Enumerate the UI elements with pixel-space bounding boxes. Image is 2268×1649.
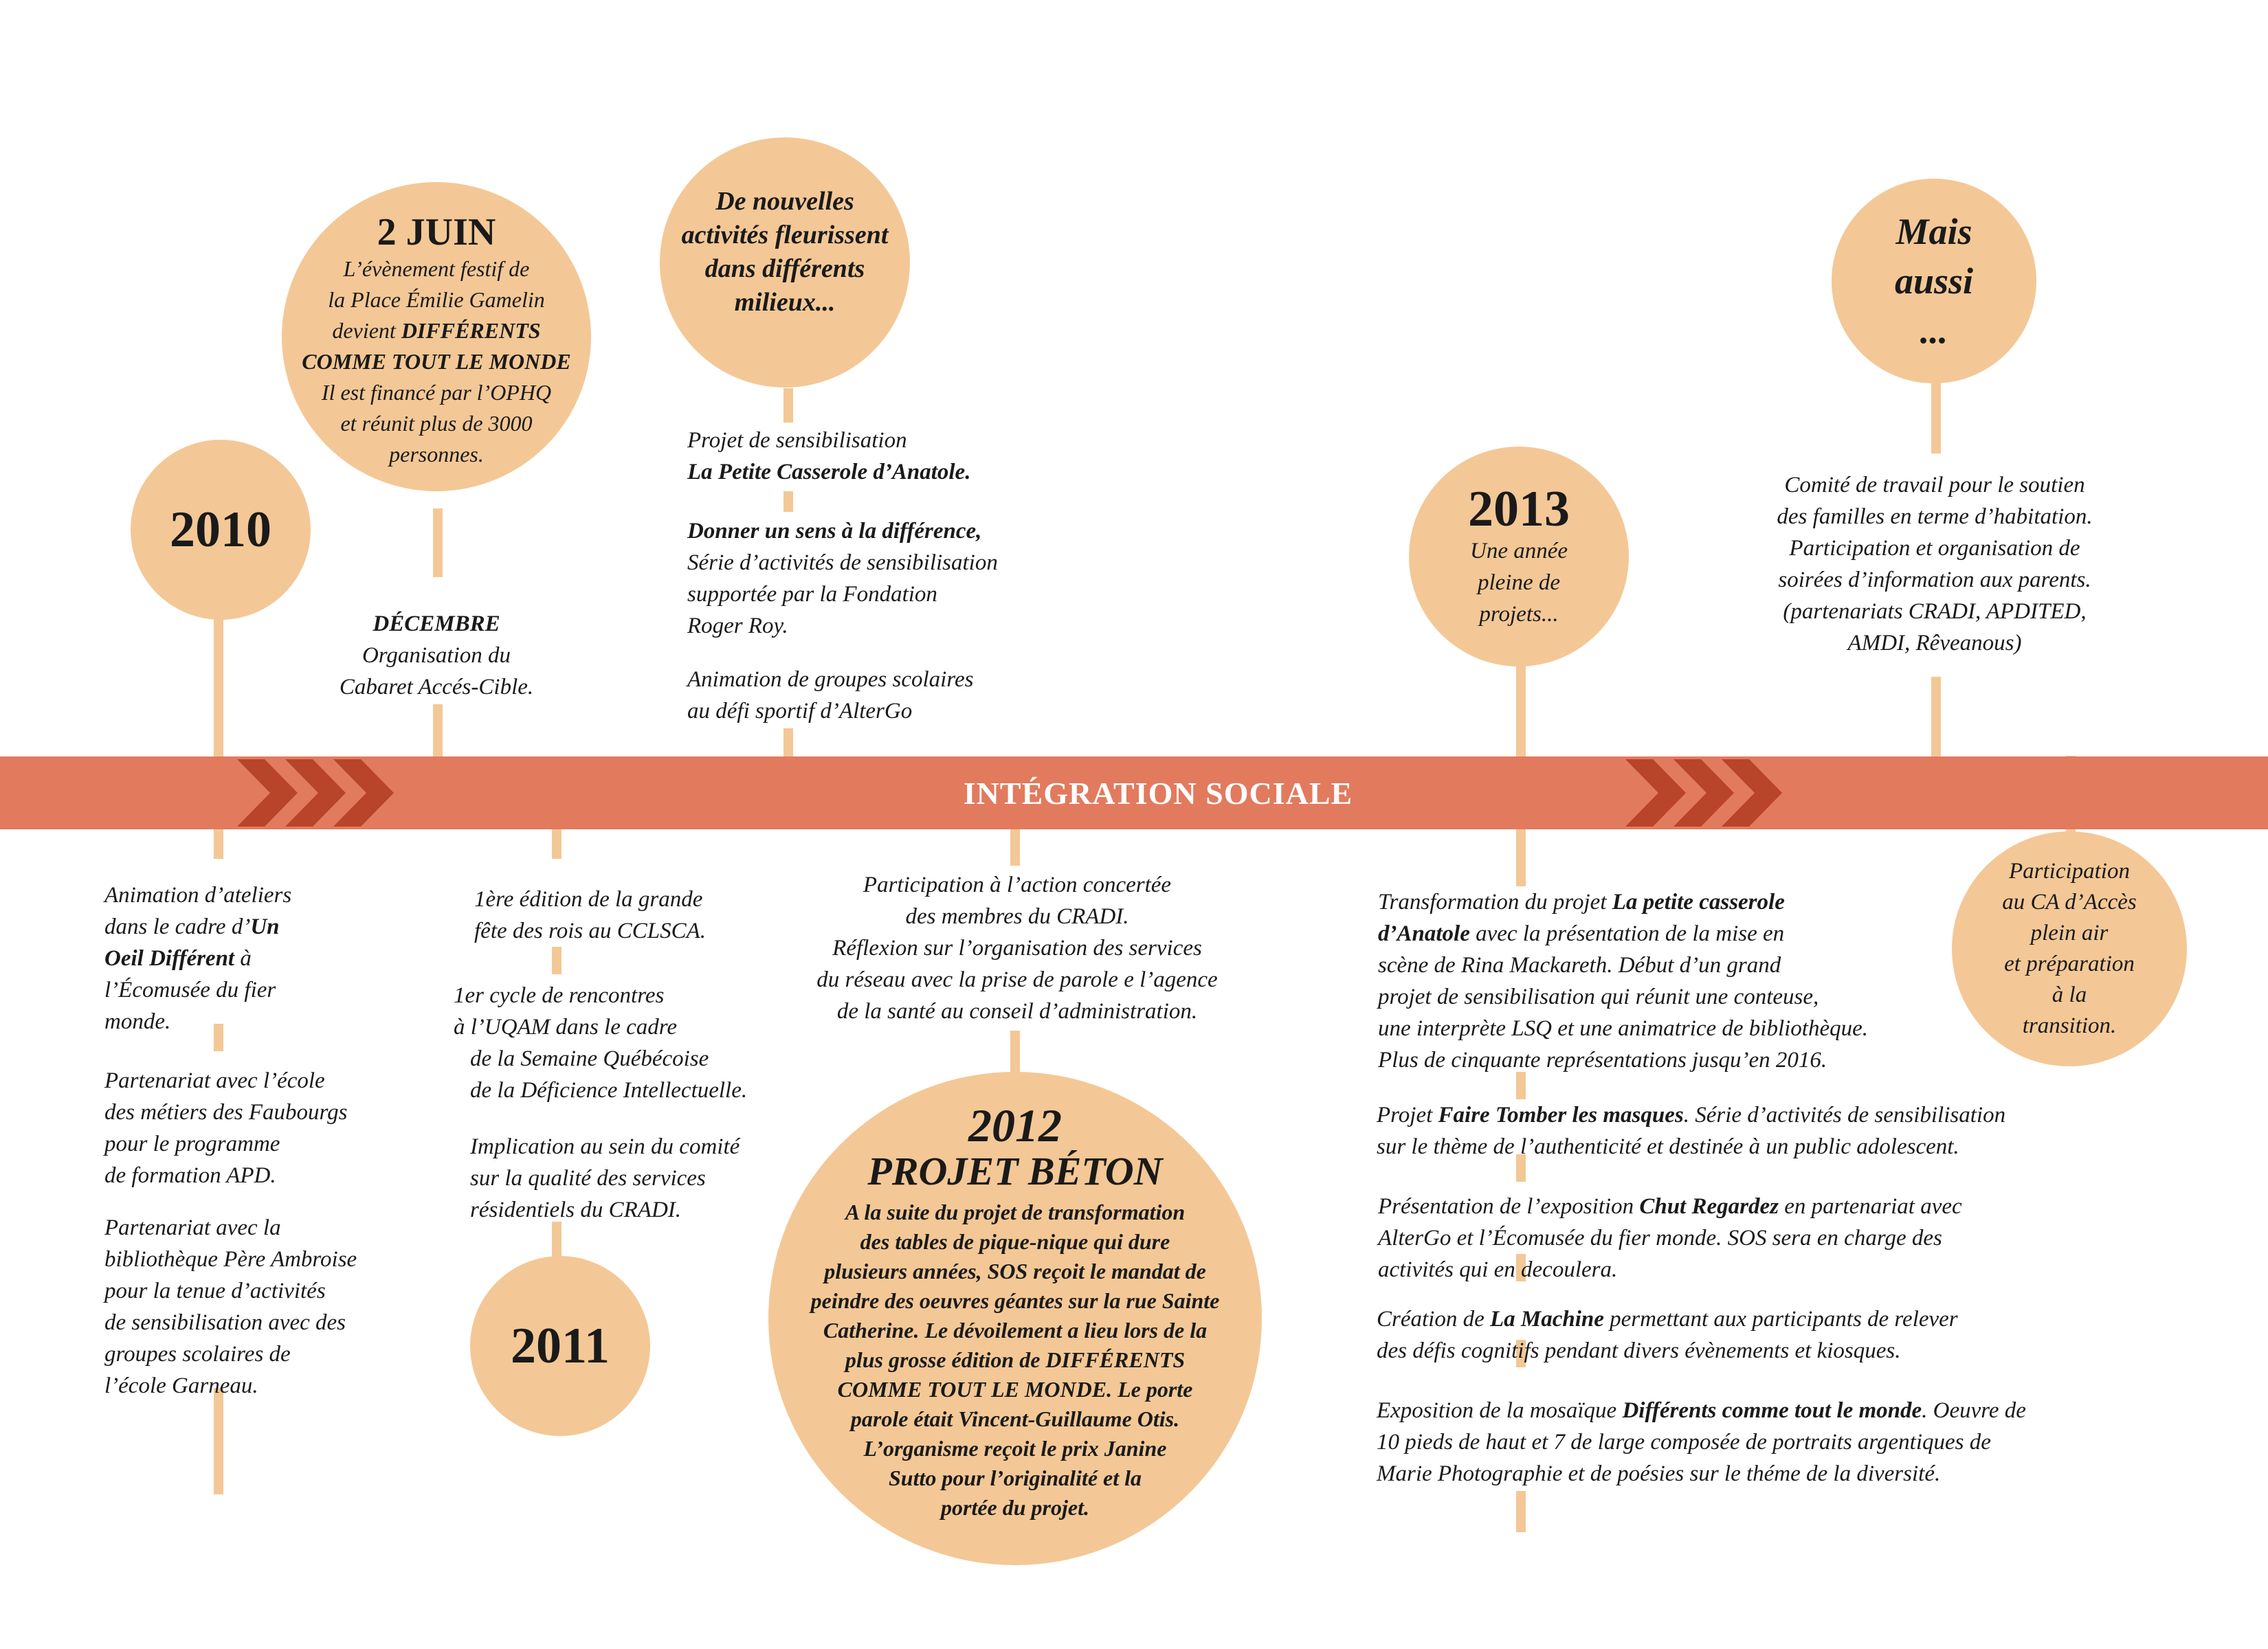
rois-text: de la Semaine Québécoise — [470, 1046, 709, 1071]
projet-beton-line: L’organisme reçoit le prix Janine — [863, 1435, 1167, 1461]
mosaique-text: 10 pieds de haut et 7 de large composée de portraits argentiques de — [1377, 1430, 1991, 1455]
timeline-connector — [1931, 374, 1941, 453]
transformation-text: d’Anatole avec la présentation de la mise en — [1378, 921, 1785, 946]
comite-block — [1732, 469, 2137, 659]
year-2012-label: 2012 — [968, 1099, 1062, 1152]
casserole-text: Projet de sensibilisation — [687, 428, 907, 453]
ateliers-text: de sensibilisation avec des — [104, 1310, 346, 1335]
projet-beton-line: parole était Vincent-Guillaume Otis. — [850, 1406, 1180, 1431]
rois-text: 1er cycle de rencontres — [454, 983, 665, 1008]
year-2011-label: 2011 — [511, 1317, 610, 1374]
year-2012-circle — [768, 1072, 1262, 1565]
year-2011-circle — [470, 1256, 650, 1436]
year-2013-label: 2013 — [1468, 481, 1570, 537]
casserole-text: La Petite Casserole d’Anatole. — [687, 460, 971, 484]
casserole-text: supportée par la Fondation — [687, 582, 937, 607]
transformation-text: une interprète LSQ et une animatrice de bibliothèque. — [1378, 1016, 1869, 1041]
ateliers-text: dans le cadre d’Un — [104, 915, 280, 939]
casserole-text: Animation de groupes scolaires — [687, 667, 974, 692]
ateliers-text: monde. — [104, 1009, 171, 1034]
ateliers-text: pour la tenue d’activités — [104, 1279, 326, 1303]
cradi-line: des membres du CRADI. — [905, 904, 1129, 929]
chut-text: Présentation de l’exposition Chut Regardez en partenariat avec — [1378, 1194, 1962, 1219]
ca-line: à la — [2052, 983, 2087, 1007]
rois-text: de la Déficience Intellectuelle. — [470, 1078, 748, 1103]
transformation-text: projet de sensibilisation qui réunit une conteuse, — [1378, 985, 1819, 1009]
rois-text: 1ère édition de la grande — [474, 887, 703, 912]
nouvelles-text: activités fleurissent — [681, 221, 889, 249]
casserole-text: Série d’activités de sensibilisation — [687, 550, 998, 575]
casserole-text: Donner un sens à la différence, — [687, 519, 982, 543]
comite-line: Participation et organisation de — [1789, 536, 2080, 561]
ateliers-text: Animation d’ateliers — [104, 883, 292, 908]
masques-text: sur le thème de l’authenticité et destinée à un public adolescent. — [1377, 1134, 1959, 1159]
ateliers-text: des métiers des Faubourgs — [104, 1100, 348, 1125]
projet-beton-line: peindre des oeuvres géantes sur la rue Sainte — [810, 1288, 1220, 1313]
nouvelles-text: dans différents — [704, 254, 865, 283]
ateliers-text: l’Écomusée du fier — [104, 978, 276, 1002]
ca-line: Participation — [2008, 859, 2130, 884]
ca-line: plein air — [2030, 921, 2109, 945]
year-2013-text: Une année — [1469, 539, 1568, 563]
juin-text: et réunit plus de 3000 — [340, 410, 533, 436]
timeline-connector — [214, 1388, 223, 1494]
comite-line: Comité de travail pour le soutien — [1784, 473, 2085, 497]
year-2013-text: projets... — [1479, 602, 1559, 627]
rois-text: fête des rois au CCLSCA. — [474, 919, 707, 943]
rois-text: à l’UQAM dans le cadre — [454, 1015, 678, 1040]
year-2013-text: pleine de — [1477, 570, 1561, 595]
juin-text: personnes. — [389, 441, 484, 467]
juin-text: L’évènement festif de — [343, 256, 530, 281]
projet-beton-line: portée du projet. — [941, 1494, 1089, 1520]
projet-beton-line: plusieurs années, SOS reçoit le mandat de — [824, 1258, 1206, 1283]
chut-text: AlterGo et l’Écomusée du fier monde. SOS sera en charge des — [1378, 1226, 1942, 1250]
nouvelles-circle — [660, 137, 910, 388]
casserole-block — [687, 425, 998, 727]
projet-beton-text — [811, 1198, 1220, 1523]
rois-text: Implication au sein du comité — [470, 1134, 740, 1159]
ca-text — [2002, 856, 2137, 1042]
juin-circle — [282, 182, 591, 491]
nouvelles-text: milieux... — [734, 288, 836, 317]
chut-block — [1378, 1191, 1962, 1286]
mais-aussi-text: aussi — [1894, 260, 1974, 302]
comite-line: soirées d’information aux parents. — [1778, 568, 2091, 592]
ateliers-text: Partenariat avec l’école — [104, 1068, 325, 1093]
timeline-connector — [433, 508, 443, 577]
machine-text: Création de La Machine permettant aux participants de relever — [1377, 1307, 1958, 1332]
projet-beton-line: Catherine. Le dévoilement a lieu lors de la — [823, 1317, 1208, 1343]
mais-aussi-circle — [1832, 179, 2036, 383]
ateliers-text: de formation APD. — [104, 1163, 276, 1188]
mosaique-text: Marie Photographie et de poésies sur le théme de la diversité. — [1377, 1461, 1941, 1486]
projet-beton-line: COMME TOUT LE MONDE. Le porte — [837, 1376, 1193, 1402]
rois-block — [454, 884, 747, 1226]
rois-text: résidentiels du CRADI. — [470, 1198, 682, 1222]
cradi-line: Réflexion sur l’organisation des services — [832, 936, 1202, 961]
timeline-connector — [1516, 1072, 1526, 1099]
ateliers-text: bibliothèque Père Ambroise — [104, 1247, 357, 1272]
chut-text: activités qui en decoulera. — [1378, 1257, 1618, 1282]
ateliers-text: Oeil Différent à — [104, 946, 252, 971]
cradi-line: de la santé au conseil d’administration. — [836, 999, 1198, 1024]
decembre-text: Organisation du — [362, 643, 511, 668]
masques-block — [1377, 1099, 2005, 1163]
band-label: INTÉGRATION SOCIALE — [963, 775, 1353, 811]
decembre-block — [309, 608, 564, 703]
year-2013-circle — [1409, 447, 1629, 666]
juin-title: 2 JUIN — [377, 210, 496, 254]
mosaique-text: Exposition de la mosaïque Différents comme tout le monde. Oeuvre de — [1377, 1398, 2026, 1423]
cradi-block — [783, 869, 1251, 1027]
decembre-title: DÉCEMBRE — [373, 612, 500, 636]
ca-circle — [1952, 831, 2187, 1066]
projet-beton-line: A la suite du projet de transformation — [845, 1199, 1186, 1224]
transformation-text: Transformation du projet La petite casserole — [1378, 890, 1785, 915]
comite-line: (partenariats CRADI, APDITED, — [1783, 599, 2087, 624]
projet-beton-title: PROJET BÉTON — [867, 1148, 1163, 1193]
mosaique-block — [1377, 1395, 2026, 1490]
juin-text: devient DIFFÉRENTS — [332, 317, 541, 343]
ateliers-text: l’école Garneau. — [104, 1373, 258, 1398]
ca-line: et préparation — [2004, 952, 2135, 976]
transformation-block — [1378, 886, 1868, 1076]
transformation-text: scène de Rina Mackareth. Début d’un grand — [1378, 953, 1781, 978]
projet-beton-line: Sutto pour l’originalité et la — [888, 1465, 1142, 1490]
year-2010-label: 2010 — [170, 501, 271, 558]
cradi-line: du réseau avec la prise de parole e l’agence — [816, 967, 1218, 992]
rois-text: sur la qualité des services — [470, 1166, 706, 1191]
comite-line: des familles en terme d’habitation. — [1777, 504, 2093, 529]
juin-text: Il est financé par l’OPHQ — [321, 379, 552, 405]
casserole-text: au défi sportif d’AlterGo — [687, 699, 913, 723]
masques-text: Projet Faire Tomber les masques. Série d’activités de sensibilisation — [1377, 1103, 2006, 1128]
projet-beton-line: des tables de pique-nique qui dure — [860, 1229, 1170, 1254]
ateliers-block — [104, 879, 357, 1402]
ca-line: au CA d’Accès — [2002, 890, 2137, 915]
casserole-text: Roger Roy. — [687, 614, 788, 638]
nouvelles-text: De nouvelles — [715, 187, 854, 216]
juin-text: COMME TOUT LE MONDE — [302, 348, 571, 374]
machine-block — [1377, 1303, 1958, 1367]
mais-aussi-text: ... — [1920, 310, 1948, 351]
timeline-connector — [1516, 1491, 1526, 1532]
transformation-text: Plus de cinquante représentations jusqu’en 2016. — [1378, 1048, 1827, 1073]
projet-beton-line: plus grosse édition de DIFFÉRENTS — [845, 1347, 1186, 1372]
cradi-line: Participation à l’action concertée — [863, 873, 1172, 897]
machine-text: des défis cognitifs pendant divers évènements et kiosques. — [1377, 1338, 1901, 1363]
ca-line: transition. — [2022, 1013, 2117, 1038]
ateliers-text: groupes scolaires de — [104, 1342, 291, 1367]
mais-aussi-text: Mais — [1895, 211, 1972, 252]
decembre-text: Cabaret Accés-Cible. — [339, 675, 534, 699]
comite-line: AMDI, Rêveanous) — [1847, 631, 2022, 655]
juin-text: la Place Émilie Gamelin — [328, 287, 545, 312]
ateliers-text: pour le programme — [104, 1132, 280, 1156]
timeline-connector — [783, 388, 793, 423]
ateliers-text: Partenariat avec la — [104, 1215, 281, 1240]
year-2010-circle — [131, 440, 311, 620]
